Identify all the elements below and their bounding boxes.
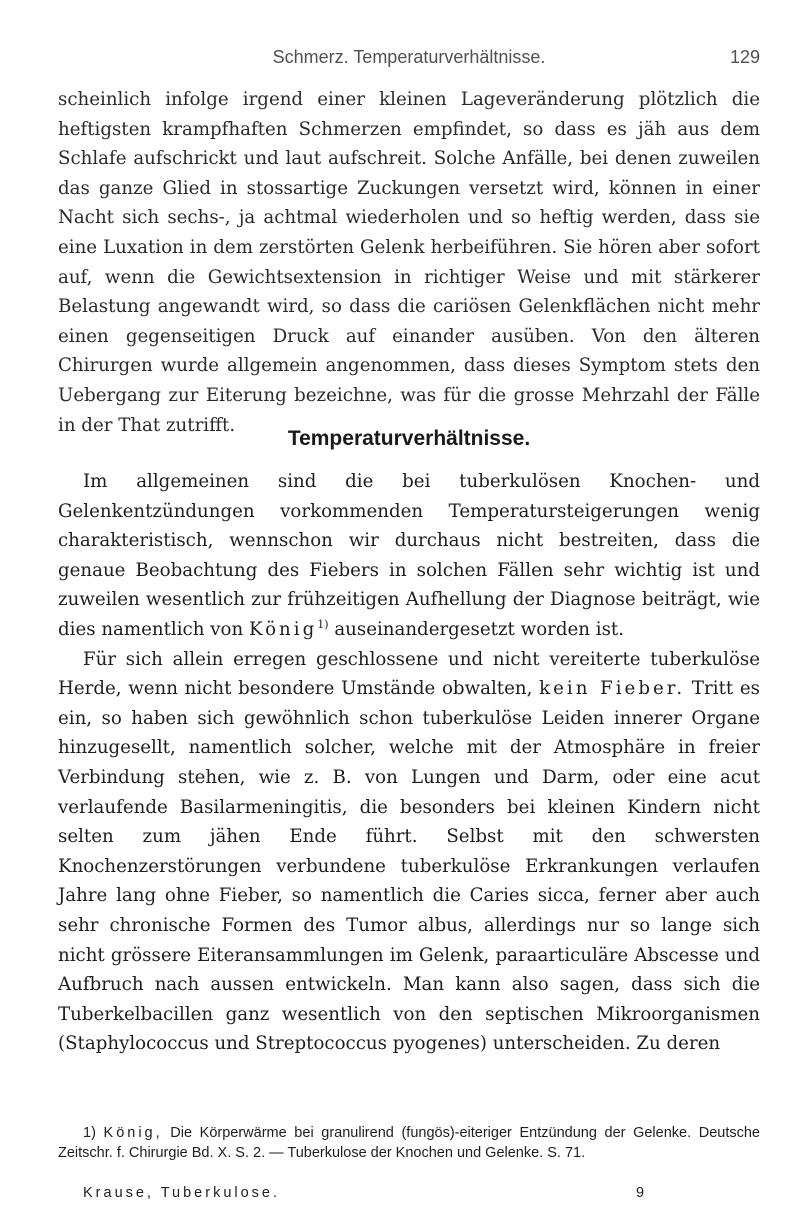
footnote-text: Die Körperwärme bei granulirend (fungös)-eiteriger Entzündung der Gelenke. Deutsche Zeitschr. f. Chirurgie Bd. X. S. 2. — Tuberkulose der Knochen und Gelenke. S. 71. bbox=[58, 1125, 760, 1161]
section-heading: Temperaturverhältnisse. bbox=[287, 427, 531, 450]
paragraph-3-text-after: Tritt es ein, so haben sich gewöhnlich schon tuberkulöse Leiden innerer Organe hinzugesellt, namentlich solcher, welche mit der Atmosphäre in freier Verbindung stehen, wie z. B. von Lungen und Darm, oder eine acut verlaufende Basilarmeningitis, die besonders bei kleinen Kindern nicht selten zum jähen Ende führt. Selbst mit den schwersten Knochenzerstörungen verbundene tuberkulöse Erkrankungen verlaufen Jahre lang ohne Fieber, so namentlich die Caries sicca, ferner aber auch sehr chronische Formen des Tumor albus, allerdings nur so lange sich nicht grössere Eiteransammlungen im Gelenk, paraarticuläre Abscesse und Aufbruch nach aussen entwickeln. Man kann also sagen, dass sich die Tuberkelbacillen ganz wesentlich von den septischen Mikroorganismen (Staphylococcus und Streptococcus pyogenes) unterscheiden. Zu deren bbox=[58, 678, 760, 1055]
footnote-mark: 1) bbox=[83, 1125, 96, 1141]
section-body bbox=[58, 467, 760, 1059]
footnotes bbox=[58, 1123, 760, 1163]
paragraph-3 bbox=[58, 645, 760, 1059]
signature-author: Krause, Tuberkulose. bbox=[83, 1185, 281, 1201]
footnote-1 bbox=[58, 1123, 760, 1163]
footnote-reference: 1) bbox=[317, 617, 329, 631]
running-head: Schmerz. Temperaturverhältnisse. bbox=[272, 47, 546, 67]
paragraph-continued bbox=[58, 85, 760, 440]
page-number: 129 bbox=[729, 47, 760, 67]
paragraph-1-text: scheinlich infolge irgend einer kleinen Lageveränderung plötzlich die heftigsten krampfhaften Schmerzen empfindet, so dass es jäh aus dem Schlafe aufschrickt und laut aufschreit. Solche Anfälle, bei denen zuweilen das ganze Glied in stossartige Zuckungen versetzt wird, können in einer Nacht sich sechs-, ja achtmal wiederholen und so heftig werden, dass sie eine Luxation in dem zerstörten Gelenk herbeiführen. Sie hören aber sofort auf, wenn die Gewichtsextension in richtiger Weise und mit stärkerer Belastung angewandt wird, so dass die cariösen Gelenkflächen nicht mehr einen gegenseitigen Druck auf einander ausüben. Von den älteren Chirurgen wurde allgemein angenommen, dass dieses Symptom stets den Uebergang zur Eiterung bezeichne, was für die grosse Mehrzahl der Fälle in der That zutrifft. bbox=[58, 89, 760, 436]
emphasis-kein-fieber: kein Fieber. bbox=[539, 678, 686, 700]
signature-sheet-number: 9 bbox=[636, 1185, 645, 1201]
page-header bbox=[58, 47, 760, 75]
paragraph-2-text-after: auseinandergesetzt worden ist. bbox=[334, 618, 624, 640]
footnote-author: König, bbox=[103, 1125, 163, 1141]
author-name-koenig: König bbox=[248, 618, 318, 640]
paragraph-3-text-before: Für sich allein erregen geschlossene und nicht vereiterte tuberkulöse Herde, wenn nicht besondere Umstände obwalten, bbox=[58, 648, 760, 700]
paragraph-2 bbox=[58, 467, 760, 645]
paragraph-2-text-before: Im allgemeinen sind die bei tuberkulösen Knochen- und Gelenkentzündungen vorkommenden Temperatursteigerungen wenig charakteristisch, wennschon wir durchaus nicht bestreiten, dass die genaue Beobachtung des Fiebers in solchen Fällen sehr wichtig ist und zuweilen wesentlich zur frühzeitigen Aufhellung der Diagnose beiträgt, wie dies namentlich von bbox=[58, 471, 760, 640]
